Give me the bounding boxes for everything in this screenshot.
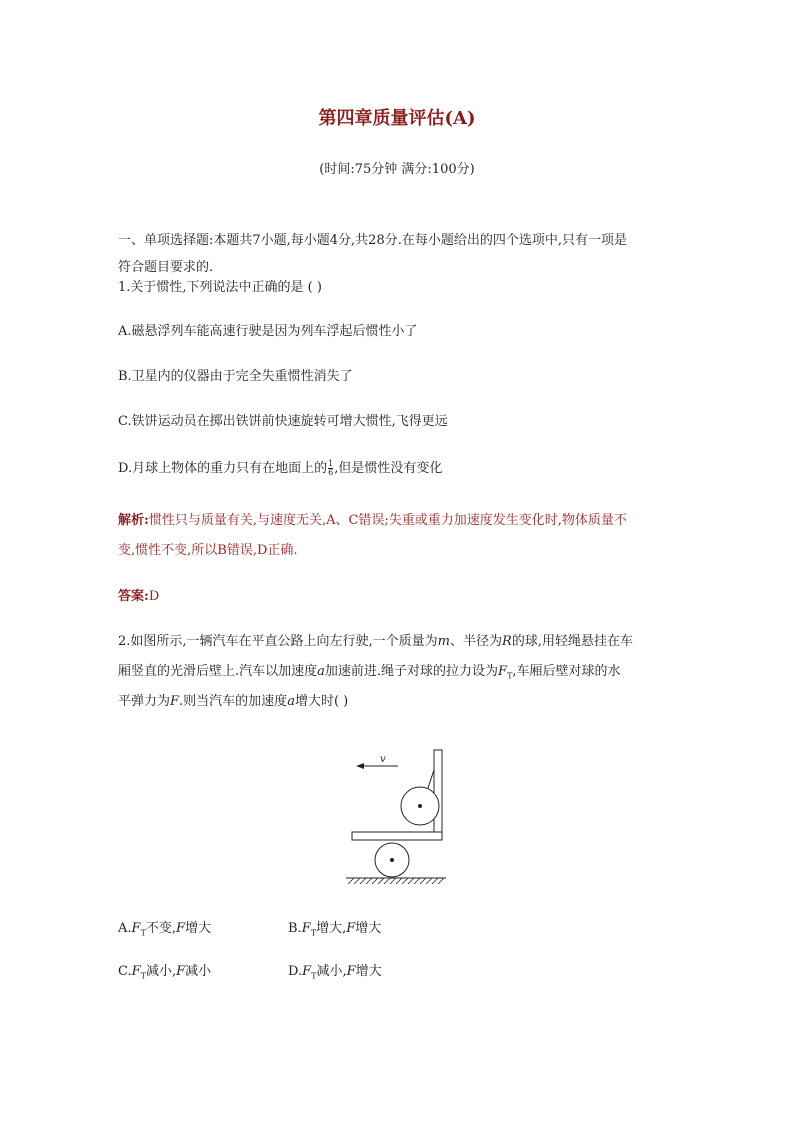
q2-text: 加速前进.绳子对球的拉力设为: [324, 664, 499, 679]
var-f: F: [346, 921, 356, 936]
q1-stem: 1.关于惯性,下列说法中正确的是 ( ): [118, 280, 322, 295]
subscript-t: T: [140, 928, 146, 938]
q2-text: 平弹力为: [118, 694, 171, 709]
var-a: a: [287, 694, 295, 709]
var-a: a: [317, 664, 325, 679]
q2-option-c: [118, 963, 211, 986]
var-r: R: [502, 634, 512, 649]
var-m: m: [437, 634, 450, 649]
answer-label: 答案:: [118, 589, 149, 604]
option-text: 增大: [185, 921, 212, 936]
q2-stem-line2: [118, 663, 621, 686]
option-text: 增大: [355, 964, 382, 979]
q1-option-d-text-post: ,但是惯性没有变化: [334, 461, 443, 476]
page-title: 第四章质量评估(A): [318, 108, 476, 129]
fraction: [328, 460, 333, 477]
option-text: 减小,: [146, 964, 177, 979]
q1-analysis-line1: [118, 512, 627, 530]
subscript-t: T: [507, 671, 513, 681]
q2-figure: [340, 740, 460, 890]
option-text: 增大: [355, 921, 382, 936]
q1-option-c: C.铁饼运动员在掷出铁饼前快速旋转可增大惯性,飞得更远: [118, 414, 448, 429]
exam-info: (时间:75分钟 满分:100分): [319, 162, 475, 177]
q2-stem-line1: [118, 633, 633, 651]
answer-value: D: [148, 589, 160, 604]
option-letter: B.: [288, 921, 302, 936]
q2-option-b: [288, 920, 381, 943]
option-text: 增大,: [316, 921, 347, 936]
q2-text: 增大时( ): [294, 694, 349, 709]
fraction-denominator: 6: [328, 468, 334, 477]
q2-text: 的球,用轻绳悬挂在车: [511, 634, 633, 649]
q1-option-b: B.卫星内的仪器由于完全失重惯性消失了: [118, 369, 353, 384]
q1-option-d-text-pre: D.月球上物体的重力只有在地面上的: [118, 461, 328, 476]
var-f: F: [131, 964, 141, 979]
option-text: 减小: [185, 964, 212, 979]
var-f: F: [131, 921, 141, 936]
option-letter: A.: [118, 921, 132, 936]
q1-option-d: [118, 460, 442, 478]
section-header-line2: 符合题目要求的.: [118, 260, 214, 275]
q2-text: ,车厢后壁对球的水: [512, 664, 621, 679]
q1-analysis-line2: 变,惯性不变,所以B错误,D正确.: [118, 543, 298, 558]
option-letter: C.: [118, 964, 132, 979]
velocity-label: v: [380, 754, 386, 765]
var-f: F: [176, 964, 186, 979]
ball-center: [418, 804, 422, 808]
fraction-numerator: 1: [328, 459, 334, 468]
truck-floor: [352, 832, 442, 840]
var-f: F: [498, 664, 508, 679]
q2-stem-line3: [118, 693, 348, 711]
q1-answer: [118, 588, 159, 606]
var-f: F: [302, 964, 312, 979]
option-letter: D.: [288, 964, 303, 979]
var-f: F: [301, 921, 311, 936]
option-text: 减小,: [316, 964, 347, 979]
option-text: 不变,: [145, 921, 177, 936]
var-f: F: [346, 964, 356, 979]
q2-option-d: [288, 963, 382, 986]
q1-option-a: A.磁悬浮列车能高速行驶是因为列车浮起后惯性小了: [118, 324, 418, 339]
truck-back-wall: [434, 750, 442, 832]
wheel-center: [390, 858, 394, 862]
analysis-text: 惯性只与质量有关,与速度无关,A、C错误;失重或重力加速度发生变化时,物体质量不: [148, 513, 627, 528]
section-header-line1: 一、单项选择题:本题共7小题,每小题4分,共28分.在每小题给出的四个选项中,只有一项是: [118, 233, 627, 248]
var-f: F: [176, 921, 186, 936]
q2-option-a: [118, 920, 211, 943]
subscript-t: T: [311, 971, 317, 981]
q2-text: .则当汽车的加速度: [179, 694, 288, 709]
q2-text: 厢竖直的光滑后壁上.汽车以加速度: [118, 664, 318, 679]
q2-text: 、半径为: [450, 634, 503, 649]
velocity-arrow-head: [356, 763, 364, 769]
analysis-label: 解析:: [118, 513, 149, 528]
subscript-t: T: [310, 928, 317, 938]
ground-hatch: [348, 878, 444, 884]
subscript-t: T: [140, 971, 146, 981]
q2-text: 2.如图所示,一辆汽车在平直公路上向左行驶,一个质量为: [118, 634, 438, 649]
var-f: F: [170, 694, 180, 709]
